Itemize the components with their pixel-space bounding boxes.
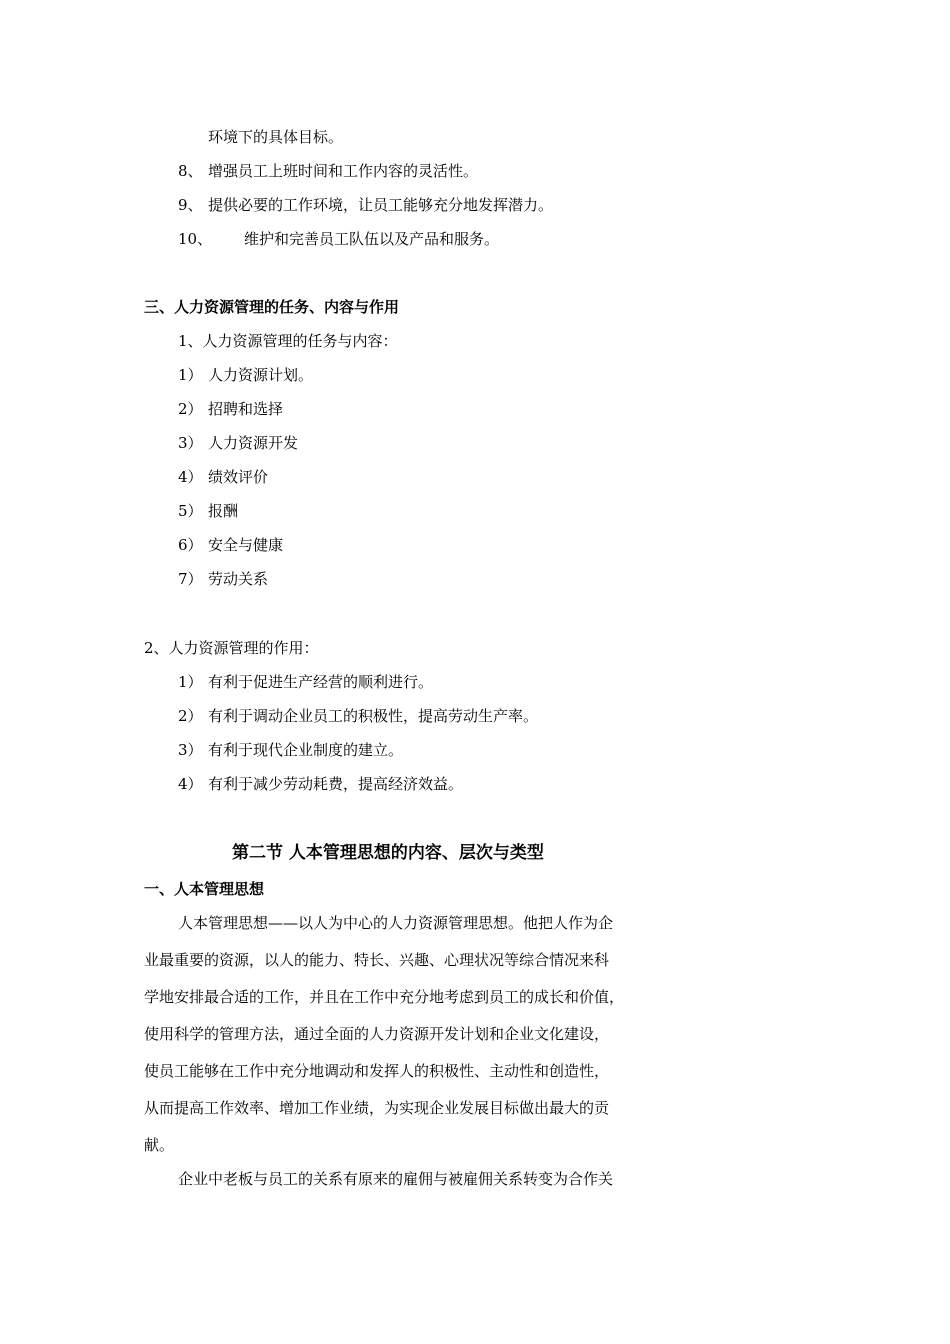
list-item-number: 1） <box>178 673 203 691</box>
list-item-text: 人力资源开发 <box>208 434 299 452</box>
list-item-number: 3） <box>178 741 203 759</box>
list-item <box>178 740 403 760</box>
section-heading: 三、人力资源管理的任务、内容与作用 <box>144 298 400 316</box>
list-item-number: 10、 <box>178 230 213 248</box>
list-item-number: 4） <box>178 468 203 486</box>
list-item-text: 人力资源计划。 <box>208 366 314 384</box>
paragraph-line: 人本管理思想——以人为中心的人力资源管理思想。他把人作为企 <box>178 914 614 932</box>
list-item <box>178 774 463 794</box>
paragraph-line: 使员工能够在工作中充分地调动和发挥人的积极性、主动性和创造性， <box>144 1062 610 1080</box>
list-item <box>178 569 268 589</box>
paragraph-line: 献。 <box>144 1136 175 1154</box>
list-item-text: 招聘和选择 <box>208 400 284 418</box>
list-item-text: 增强员工上班时间和工作内容的灵活性。 <box>208 162 479 180</box>
paragraph-line: 从而提高工作效率、增加工作业绩，为实现企业发展目标做出最大的贡 <box>144 1099 610 1117</box>
list-item <box>178 672 433 692</box>
list-item <box>178 195 553 215</box>
list-item-text: 有利于现代企业制度的建立。 <box>208 741 404 759</box>
list-item-number: 2） <box>178 707 203 725</box>
list-item-number: 3） <box>178 434 203 452</box>
list-item-number: 4） <box>178 775 203 793</box>
list-item-text: 安全与健康 <box>208 536 284 554</box>
list-item-text: 有利于调动企业员工的积极性，提高劳动生产率。 <box>208 707 539 725</box>
subsection-heading: 1、人力资源管理的任务与内容： <box>178 332 398 350</box>
list-item <box>178 706 538 726</box>
list-continuation: 环境下的具体目标。 <box>208 128 344 146</box>
subsection-heading: 一、人本管理思想 <box>144 880 265 898</box>
list-item-number: 7） <box>178 570 203 588</box>
list-item <box>178 501 238 521</box>
list-item-number: 1） <box>178 366 203 384</box>
list-item-number: 6） <box>178 536 203 554</box>
paragraph-line: 业最重要的资源，以人的能力、特长、兴趣、心理状况等综合情况来科 <box>144 951 610 969</box>
list-item <box>178 433 298 453</box>
list-item-text: 维护和完善员工队伍以及产品和服务。 <box>244 230 500 248</box>
list-item <box>178 229 499 249</box>
list-item-number: 9、 <box>178 196 203 214</box>
section-title: 第二节 人本管理思想的内容、层次与类型 <box>232 843 544 863</box>
list-item <box>178 365 313 385</box>
list-item-number: 5） <box>178 502 203 520</box>
list-item-text: 劳动关系 <box>208 570 269 588</box>
list-item <box>178 161 478 181</box>
list-item-text: 有利于促进生产经营的顺利进行。 <box>208 673 434 691</box>
list-item <box>178 399 283 419</box>
list-item <box>178 467 268 487</box>
list-item-text: 提供必要的工作环境，让员工能够充分地发挥潜力。 <box>208 196 554 214</box>
paragraph-line: 企业中老板与员工的关系有原来的雇佣与被雇佣关系转变为合作关 <box>178 1170 614 1188</box>
list-item-text: 报酬 <box>208 502 239 520</box>
paragraph-line: 学地安排最合适的工作，并且在工作中充分地考虑到员工的成长和价值， <box>144 988 625 1006</box>
list-item-number: 2） <box>178 400 203 418</box>
paragraph-line: 使用科学的管理方法，通过全面的人力资源开发计划和企业文化建设， <box>144 1025 610 1043</box>
subsection-heading: 2、人力资源管理的作用： <box>144 639 319 657</box>
list-item-text: 有利于减少劳动耗费，提高经济效益。 <box>208 775 464 793</box>
list-item <box>178 535 283 555</box>
list-item-number: 8、 <box>178 162 203 180</box>
list-item-text: 绩效评价 <box>208 468 269 486</box>
